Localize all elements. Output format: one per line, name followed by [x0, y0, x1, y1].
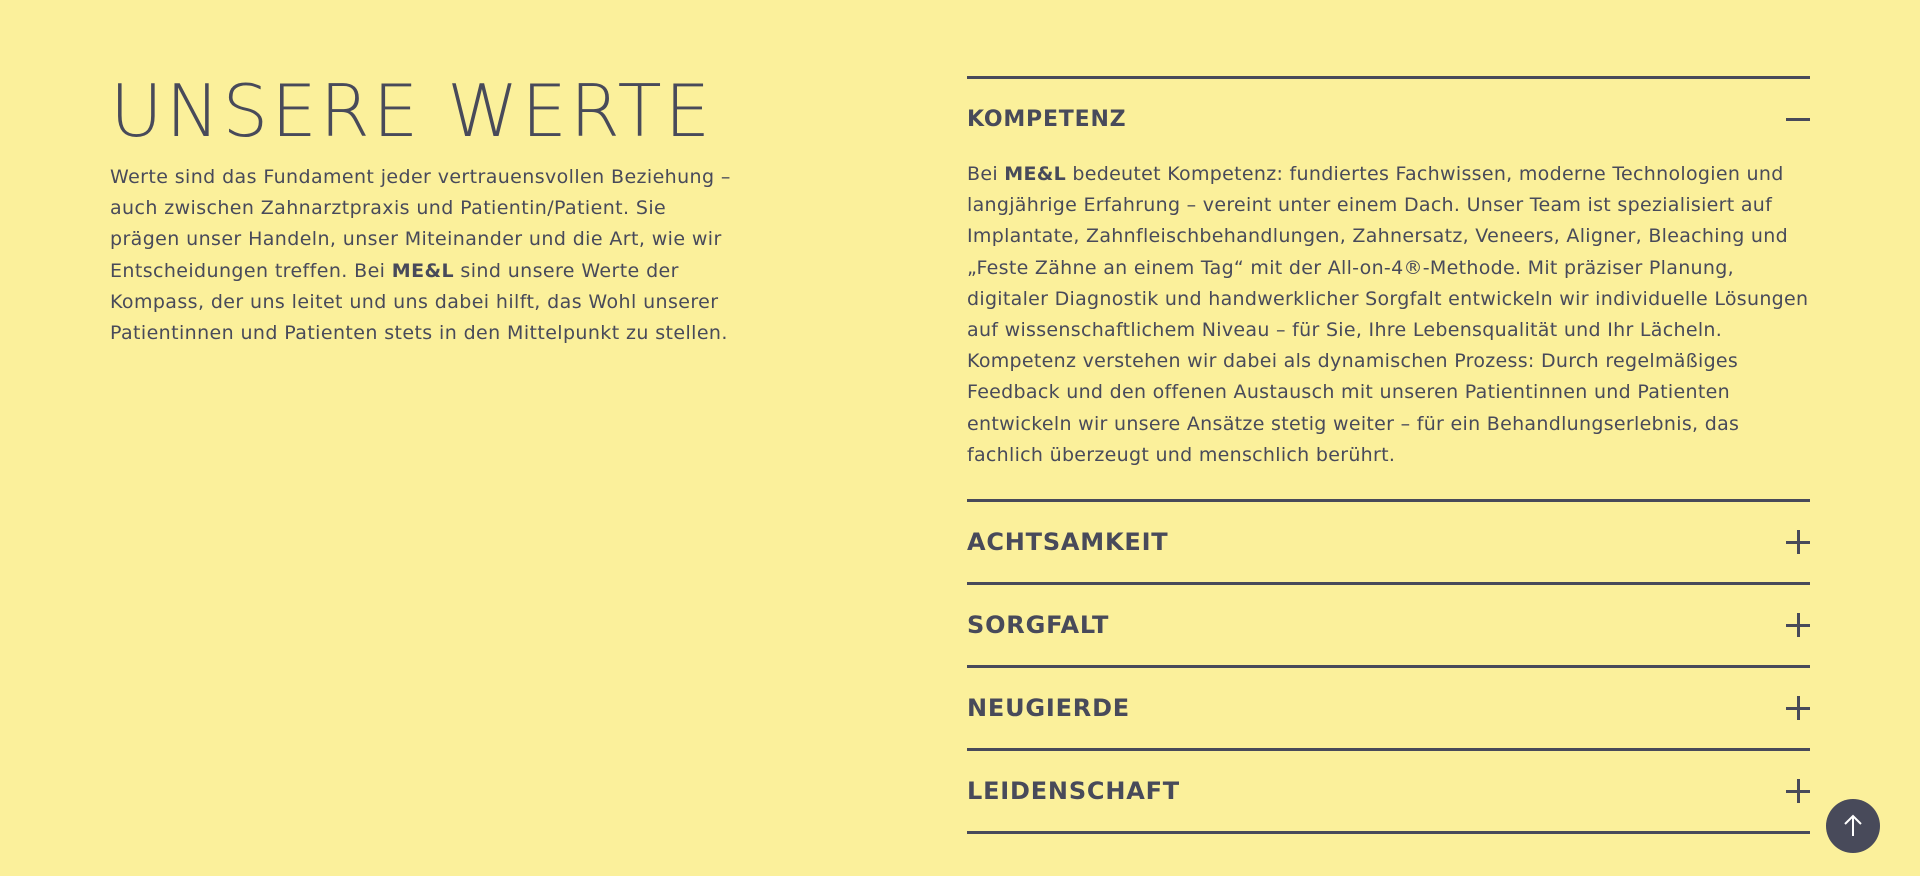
accordion-title: KOMPETENZ [967, 106, 1127, 132]
brand-name: ME&L [1004, 163, 1067, 185]
accordion-title: SORGFALT [967, 611, 1110, 640]
page-title: UNSERE WERTE [110, 69, 714, 153]
minus-icon[interactable] [1786, 107, 1810, 131]
plus-icon[interactable] [1786, 613, 1810, 637]
accordion-item-sorgfalt [967, 585, 1810, 668]
intro-text-part1: Werte sind das Fundament jeder vertrauensvollen Beziehung – auch zwischen Zahnarztpraxis und Patientin/Patient. Sie prägen unser Handeln, unser Miteinander und die Art, wie wir Entscheidungen treffen. Bei [110, 166, 731, 282]
accordion-header-sorgfalt[interactable] [967, 585, 1810, 665]
accordion-header-kompetenz[interactable] [967, 79, 1810, 159]
intro-text-part2: sind unsere Werte der Kompass, der uns leitet und uns dabei hilft, das Wohl unserer Patientinnen und Patienten stets in den Mittelpunkt zu stellen. [110, 259, 728, 345]
arrow-up-icon [1842, 814, 1864, 838]
accordion-header-achtsamkeit[interactable] [967, 502, 1810, 582]
plus-icon[interactable] [1786, 779, 1810, 803]
accordion-item-kompetenz [967, 79, 1810, 502]
accordion-header-leidenschaft[interactable] [967, 751, 1810, 831]
intro-text [110, 162, 740, 349]
plus-icon[interactable] [1786, 530, 1810, 554]
scroll-to-top-button[interactable] [1826, 799, 1880, 853]
values-intro [110, 68, 740, 349]
plus-icon[interactable] [1786, 696, 1810, 720]
accordion-body-kompetenz [967, 159, 1810, 499]
accordion-title: ACHTSAMKEIT [967, 528, 1169, 557]
values-accordion [967, 76, 1810, 834]
accordion-item-achtsamkeit [967, 502, 1810, 585]
accordion-header-neugierde[interactable] [967, 668, 1810, 748]
accordion-body-part2: bedeutet Kompetenz: fundiertes Fachwissen, moderne Technologien und langjährige Erfahrung – vereint unter einem Dach. Unser Team ist spezialisiert auf Implantate, Zahnfleischbehandlungen, Zahnersatz, Veneers, Aligner, Bleaching und „Feste Zähne an einem Tag“ mit der All-on-4®-Methode. Mit präziser Planung, digitaler Diagnostik und handwerklicher Sorgfalt entwickeln wir individuelle Lösungen auf wissenschaftlichem Niveau – für Sie, Ihre Lebensqualität und Ihr Lächeln. Kompetenz verstehen wir dabei als dynamischen Prozess: Durch regelmäßiges Feedback und den offenen Austausch mit unseren Patientinnen und Patienten entwickeln wir unsere Ansätze stetig weiter – für ein Behandlungserlebnis, das fachlich überzeugt und menschlich berührt. [967, 163, 1809, 466]
accordion-body-part1: Bei [967, 163, 1005, 185]
accordion-title: NEUGIERDE [967, 694, 1130, 723]
brand-name: ME&L [391, 259, 454, 282]
accordion-item-neugierde [967, 668, 1810, 751]
accordion-title: LEIDENSCHAFT [967, 777, 1180, 806]
accordion-item-leidenschaft [967, 751, 1810, 834]
